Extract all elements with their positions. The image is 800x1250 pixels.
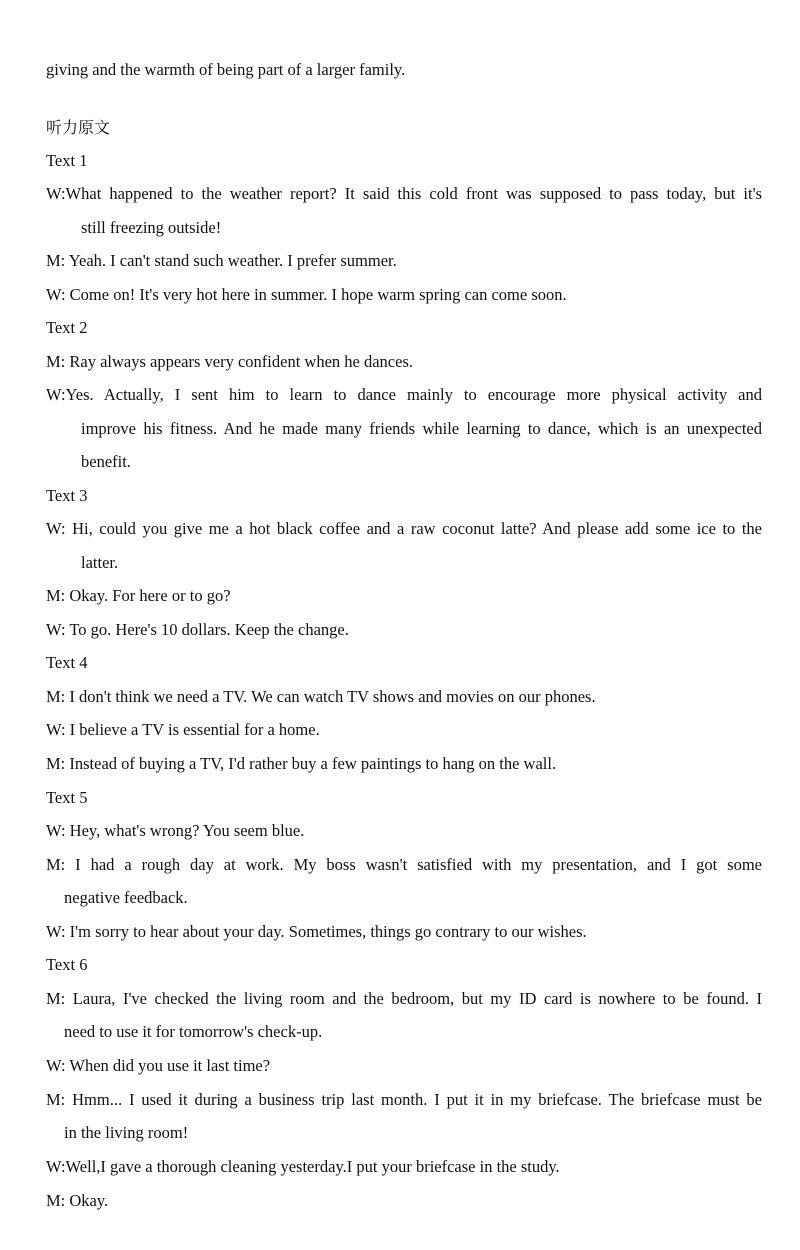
text-2-line-2-end: benefit. (81, 452, 131, 471)
text-3-line-1: W: Hi, could you give me a hot black coffee and a raw coconut latte? And please add some ice to the (46, 519, 762, 538)
text-6-line-5: M: Okay. (46, 1191, 109, 1210)
text-4-line-2: W: I believe a TV is essential for a home. (46, 720, 320, 739)
text-6-line-3: M: Hmm... I used it during a business trip last month. I put it in my briefcase. The briefcase must be (46, 1090, 762, 1109)
text-2-line-2: W:Yes. Actually, I sent him to learn to dance mainly to encourage more physical activity and (46, 385, 762, 404)
intro-tail-text: giving and the warmth of being part of a larger family. (46, 60, 406, 79)
text-2-line-2-cont: improve his fitness. And he made many friends while learning to dance, which is an unexpected (81, 419, 762, 438)
text-2-title: Text 2 (46, 318, 88, 337)
text-6-title: Text 6 (46, 955, 88, 974)
text-5-line-1: W: Hey, what's wrong? You seem blue. (46, 821, 305, 840)
text-1-title: Text 1 (46, 151, 88, 170)
text-3-title: Text 3 (46, 486, 88, 505)
text-5-line-2: M: I had a rough day at work. My boss wasn't satisfied with my presentation, and I got some (46, 855, 762, 874)
section-title: 听力原文 (46, 118, 111, 137)
text-3-line-3: W: To go. Here's 10 dollars. Keep the change. (46, 620, 349, 639)
text-5-title: Text 5 (46, 788, 88, 807)
text-6-line-1: M: Laura, I've checked the living room and the bedroom, but my ID card is nowhere to be found. I (46, 989, 762, 1008)
text-1-line-3: W: Come on! It's very hot here in summer. I hope warm spring can come soon. (46, 285, 567, 304)
text-5-line-2-cont: negative feedback. (64, 888, 188, 907)
text-1-line-1-cont: still freezing outside! (81, 218, 222, 237)
text-6-line-3-cont: in the living room! (64, 1123, 189, 1142)
text-6-line-1-cont: need to use it for tomorrow's check-up. (64, 1022, 323, 1041)
text-1-line-2: M: Yeah. I can't stand such weather. I prefer summer. (46, 251, 397, 270)
text-4-line-1: M: I don't think we need a TV. We can watch TV shows and movies on our phones. (46, 687, 596, 706)
text-6-line-4: W:Well,I gave a thorough cleaning yesterday.I put your briefcase in the study. (46, 1157, 560, 1176)
text-4-line-3: M: Instead of buying a TV, I'd rather buy a few paintings to hang on the wall. (46, 754, 557, 773)
text-6-line-2: W: When did you use it last time? (46, 1056, 271, 1075)
text-4-title: Text 4 (46, 653, 88, 672)
text-3-line-1-cont: latter. (81, 553, 119, 572)
text-5-line-3: W: I'm sorry to hear about your day. Sometimes, things go contrary to our wishes. (46, 922, 587, 941)
text-3-line-2: M: Okay. For here or to go? (46, 586, 231, 605)
text-2-line-1: M: Ray always appears very confident when he dances. (46, 352, 413, 371)
text-1-line-1: W:What happened to the weather report? It said this cold front was supposed to pass today, but it's (46, 184, 762, 203)
